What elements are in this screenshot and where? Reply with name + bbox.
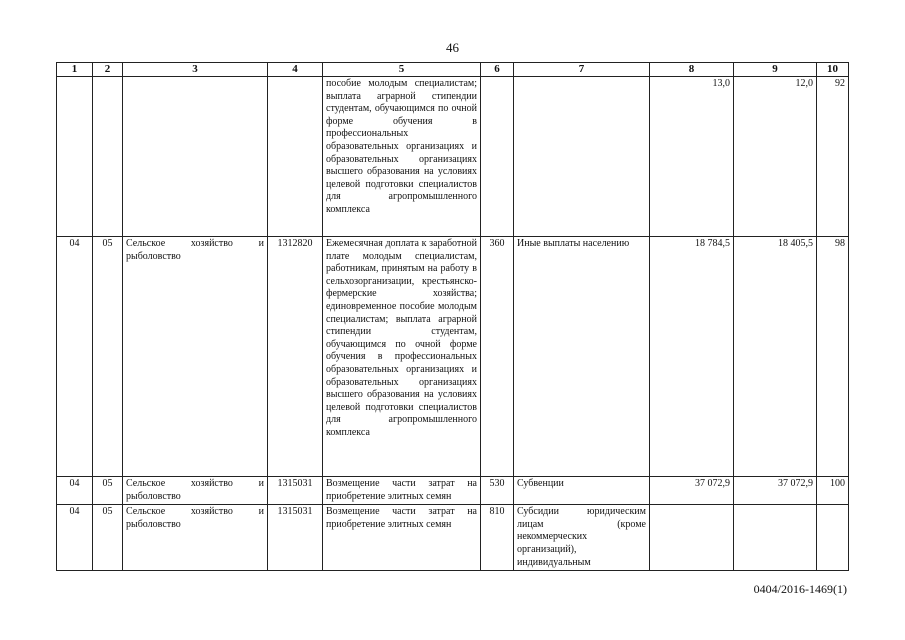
cell-description: пособие молодым специалистам; выплата аграрной стипендии студентам, обучающимся по очной форме обучения в профессиональных образовательных организациях и образовательных организациях высшего образования на условиях целевой подготовки специалистов для агропромышленного комплекса: [323, 77, 481, 237]
cell-expense-code: 810: [481, 505, 514, 571]
cell-value-col9: 37 072,9: [734, 477, 817, 505]
column-header-3: 3: [123, 63, 268, 77]
cell-value-col8: [650, 505, 734, 571]
cell-expense-code: [481, 77, 514, 237]
cell-description: Возмещение части затрат на приобретение элитных семян: [323, 477, 481, 505]
cell-value-col8: 13,0: [650, 77, 734, 237]
column-header-2: 2: [93, 63, 123, 77]
cell-expense-type: Иные выплаты населению: [514, 237, 650, 477]
cell-percent: 100: [817, 477, 849, 505]
cell-value-col9: 12,0: [734, 77, 817, 237]
column-header-10: 10: [817, 63, 849, 77]
cell-target-code: 1312820: [268, 237, 323, 477]
cell-section-name: Сельское хозяйство и рыболовство: [123, 477, 268, 505]
table-row: [57, 77, 849, 237]
column-header-7: 7: [514, 63, 650, 77]
cell-section: 04: [57, 477, 93, 505]
column-header-9: 9: [734, 63, 817, 77]
header-row: [57, 63, 849, 77]
document-code: 0404/2016-1469(1): [753, 582, 847, 596]
cell-value-col8: 18 784,5: [650, 237, 734, 477]
cell-percent: 98: [817, 237, 849, 477]
table-row: [57, 505, 849, 571]
column-header-1: 1: [57, 63, 93, 77]
cell-expense-type: [514, 77, 650, 237]
cell-expense-code: 360: [481, 237, 514, 477]
cell-percent: 92: [817, 77, 849, 237]
column-header-5: 5: [323, 63, 481, 77]
page-number: 46: [446, 40, 459, 55]
cell-section-name: [123, 77, 268, 237]
cell-section: 04: [57, 505, 93, 571]
cell-expense-type: Субвенции: [514, 477, 650, 505]
cell-value-col9: 18 405,5: [734, 237, 817, 477]
cell-section-name: Сельское хозяйство и рыболовство: [123, 237, 268, 477]
cell-subsection: 05: [93, 237, 123, 477]
table-row: [57, 237, 849, 477]
cell-section: [57, 77, 93, 237]
cell-target-code: [268, 77, 323, 237]
budget-table: [56, 62, 849, 571]
cell-target-code: 1315031: [268, 477, 323, 505]
column-header-4: 4: [268, 63, 323, 77]
cell-description: Ежемесячная доплата к заработной плате молодым специалистам, работникам, принятым на работу в сельхозорганизации, крестьянско-фермерские хозяйства; единовременное пособие молодым специалистам; выплата аграрной стипендии студентам, обучающимся по очной форме обучения в профессиональных образовательных организациях и образовательных организациях высшего образования на условиях целевой подготовки специалистов для агропромышленного комплекса: [323, 237, 481, 477]
cell-expense-type: Субсидии юридическим лицам (кроме некоммерческих организаций), индивидуальным: [514, 505, 650, 571]
cell-value-col8: 37 072,9: [650, 477, 734, 505]
column-header-6: 6: [481, 63, 514, 77]
cell-description: Возмещение части затрат на приобретение элитных семян: [323, 505, 481, 571]
cell-subsection: [93, 77, 123, 237]
cell-section: 04: [57, 237, 93, 477]
column-header-8: 8: [650, 63, 734, 77]
cell-percent: [817, 505, 849, 571]
cell-target-code: 1315031: [268, 505, 323, 571]
cell-section-name: Сельское хозяйство и рыболовство: [123, 505, 268, 571]
cell-subsection: 05: [93, 477, 123, 505]
table-row: [57, 477, 849, 505]
cell-subsection: 05: [93, 505, 123, 571]
cell-value-col9: [734, 505, 817, 571]
cell-expense-code: 530: [481, 477, 514, 505]
